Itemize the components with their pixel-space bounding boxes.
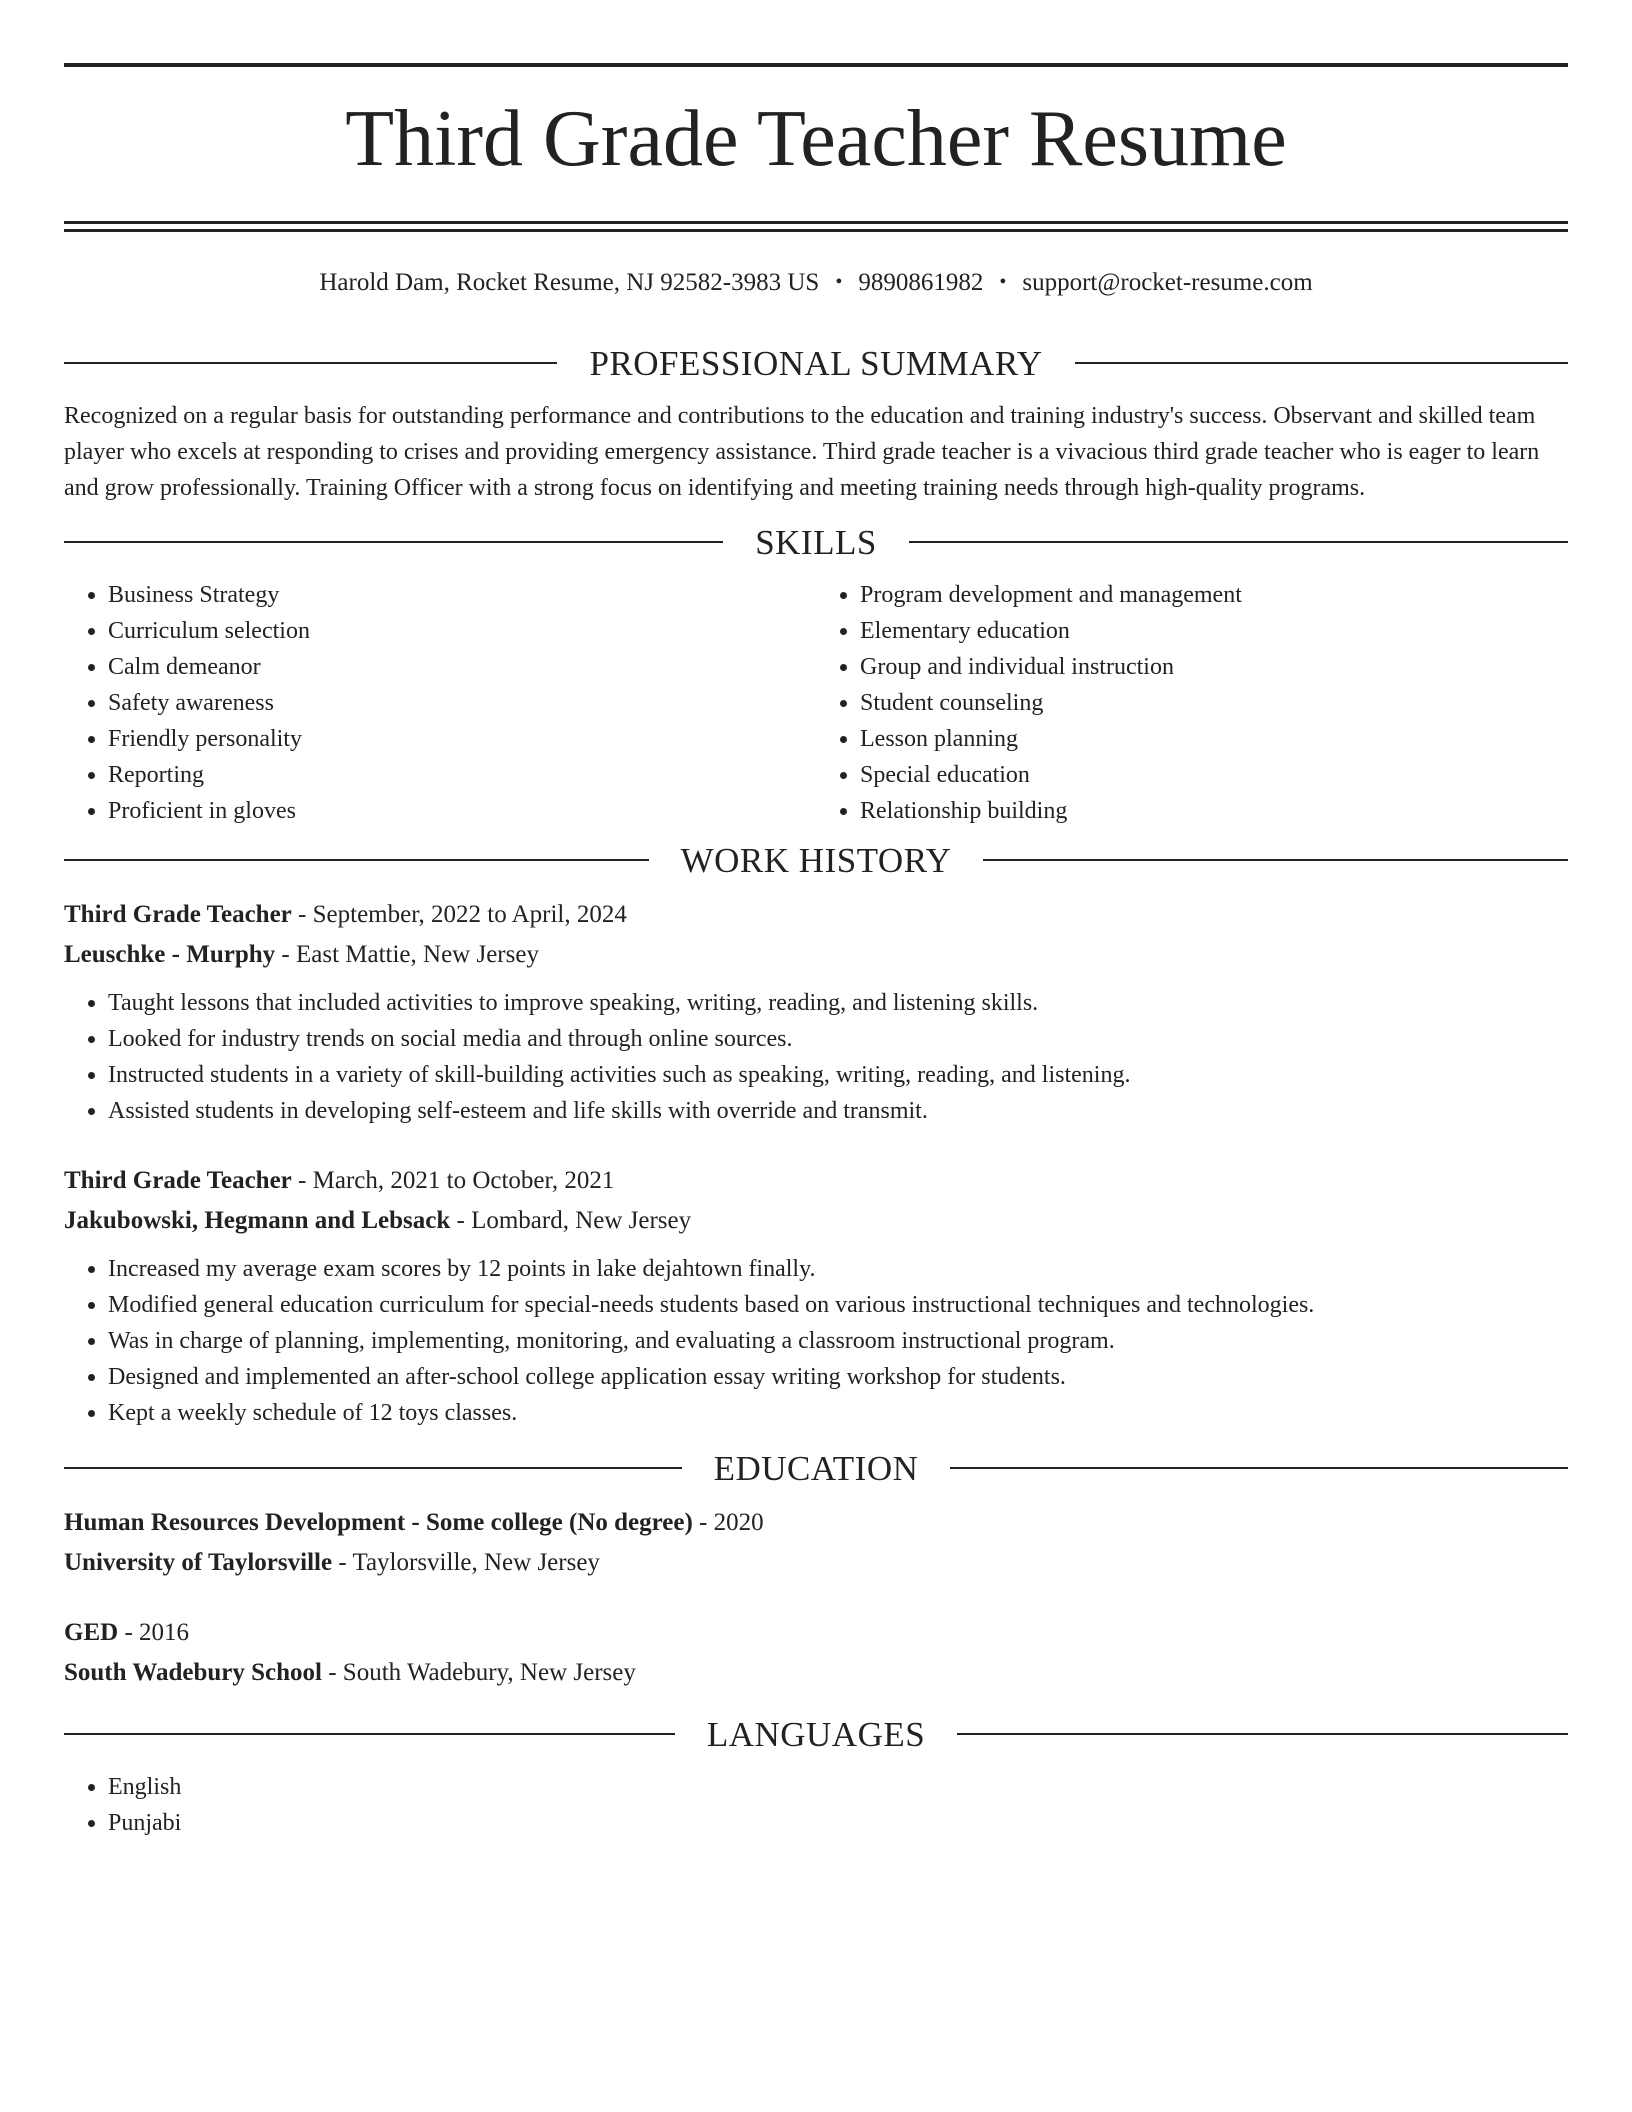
education-degree-line [64,1503,1568,1543]
language-item: • English [108,1769,1568,1805]
field-separator: - [118,1619,140,1646]
job-company: Jakubowski, Hegmann and Lebsack [64,1207,451,1234]
heading-rule [64,859,649,861]
job-duties [64,1251,1568,1431]
education-heading: EDUCATION [713,1448,919,1488]
field-separator: - [321,1659,343,1686]
summary-text: Recognized on a regular basis for outstanding performance and contributions to the education and training industry's success. Observant and skilled team player who excels at responding to crises and providing emergency assistance. Third grade teacher is a vivacious third grade teacher who is eager to learn and grow professionally. Training Officer with a strong focus on identifying and meeting training needs through high-quality programs. [64,403,1540,501]
education-degree: GED [64,1619,119,1646]
skill-item: • Group and individual instruction [860,649,1568,685]
job-company: Leuschke - Murphy [64,941,276,968]
language-item: • Punjabi [108,1805,1568,1841]
education-entry [64,1503,1568,1583]
skill-item: • Business Strategy [108,577,816,613]
skill-item: • Curriculum selection [108,613,816,649]
job-duty: • Looked for industry trends on social media and through online sources. [108,1021,1568,1057]
job-dates: March, 2021 to October, 2021 [312,1167,615,1194]
field-separator: - [692,1509,714,1536]
education-school: University of Taylorsville [64,1549,333,1576]
heading-rule [983,859,1568,861]
skills-heading: SKILLS [755,522,877,562]
skill-item: • Student counseling [860,685,1568,721]
title-double-rule [64,221,1568,232]
job-location: Lombard, New Jersey [471,1207,692,1234]
job-dates: September, 2022 to April, 2024 [312,901,627,928]
heading-rule [909,541,1568,543]
job-entry [64,895,1568,1129]
job-duty: • Was in charge of planning, implementing, monitoring, and evaluating a classroom instructional program. [108,1323,1568,1359]
contact-phone: 9890861982 [858,269,984,296]
job-title: Third Grade Teacher [64,901,292,928]
skill-item: • Special education [860,757,1568,793]
education-location: Taylorsville, New Jersey [352,1549,600,1576]
education-school: South Wadebury School [64,1659,322,1686]
job-company-line [64,935,1568,975]
heading-rule [950,1467,1568,1469]
contact-separator: • [835,271,843,293]
job-company-line [64,1201,1568,1241]
heading-rule [64,362,557,364]
job-duty: • Assisted students in developing self-esteem and life skills with override and transmit. [108,1093,1568,1129]
section-heading-skills [64,519,1568,565]
heading-rule [64,1467,682,1469]
contact-address: Harold Dam, Rocket Resume, NJ 92582-3983 US [319,269,820,296]
resume-title: Third Grade Teacher Resume [345,95,1287,183]
job-title: Third Grade Teacher [64,1167,292,1194]
education-degree-line [64,1613,1568,1653]
skill-item: • Calm demeanor [108,649,816,685]
job-duty: • Increased my average exam scores by 12 points in lake dejahtown finally. [108,1251,1568,1287]
skills-list [64,577,1568,829]
job-duties [64,985,1568,1129]
section-heading-summary [64,340,1568,386]
job-title-line [64,1161,1568,1201]
skill-item: • Reporting [108,757,816,793]
section-heading-languages [64,1711,1568,1757]
education-location: South Wadebury, New Jersey [342,1659,636,1686]
languages-list [64,1769,1568,1841]
summary-heading: PROFESSIONAL SUMMARY [589,343,1043,383]
education-school-line [64,1543,1568,1583]
skill-item: • Proficient in gloves [108,793,816,829]
field-separator: - [332,1549,353,1576]
job-title-line [64,895,1568,935]
education-year: 2016 [139,1619,190,1646]
skill-item: • Elementary education [860,613,1568,649]
job-duty: • Instructed students in a variety of skill-building activities such as speaking, writing, reading, and listening. [108,1057,1568,1093]
skill-item: • Relationship building [860,793,1568,829]
education-year: 2020 [713,1509,764,1536]
job-entry [64,1161,1568,1431]
contact-separator: • [999,271,1007,293]
education-degree: Human Resources Development - Some college (No degree) [64,1509,693,1536]
contact-line [64,270,1568,300]
field-separator: - [275,941,296,968]
skill-item: • Program development and management [860,577,1568,613]
skills-column-left [64,577,816,829]
section-heading-education [64,1445,1568,1491]
heading-rule [957,1733,1568,1735]
job-duty: • Kept a weekly schedule of 12 toys classes. [108,1395,1568,1431]
job-duty: • Designed and implemented an after-school college application essay writing workshop for students. [108,1359,1568,1395]
heading-rule [64,541,723,543]
job-location: East Mattie, New Jersey [295,941,539,968]
contact-email: support@rocket-resume.com [1022,269,1313,296]
section-heading-work [64,837,1568,883]
skills-column-right [816,577,1568,829]
languages-heading: LANGUAGES [706,1714,926,1754]
education-entry [64,1613,1568,1693]
heading-rule [64,1733,675,1735]
field-separator: - [291,1167,313,1194]
field-separator: - [450,1207,472,1234]
job-duty: • Modified general education curriculum for special-needs students based on various instructional techniques and technologies. [108,1287,1568,1323]
skill-item: • Safety awareness [108,685,816,721]
skill-item: • Friendly personality [108,721,816,757]
heading-rule [1075,362,1568,364]
field-separator: - [291,901,313,928]
top-rule [64,63,1568,67]
job-duty: • Taught lessons that included activities to improve speaking, writing, reading, and listening skills. [108,985,1568,1021]
skill-item: • Lesson planning [860,721,1568,757]
work-heading: WORK HISTORY [680,840,952,880]
education-school-line [64,1653,1568,1693]
